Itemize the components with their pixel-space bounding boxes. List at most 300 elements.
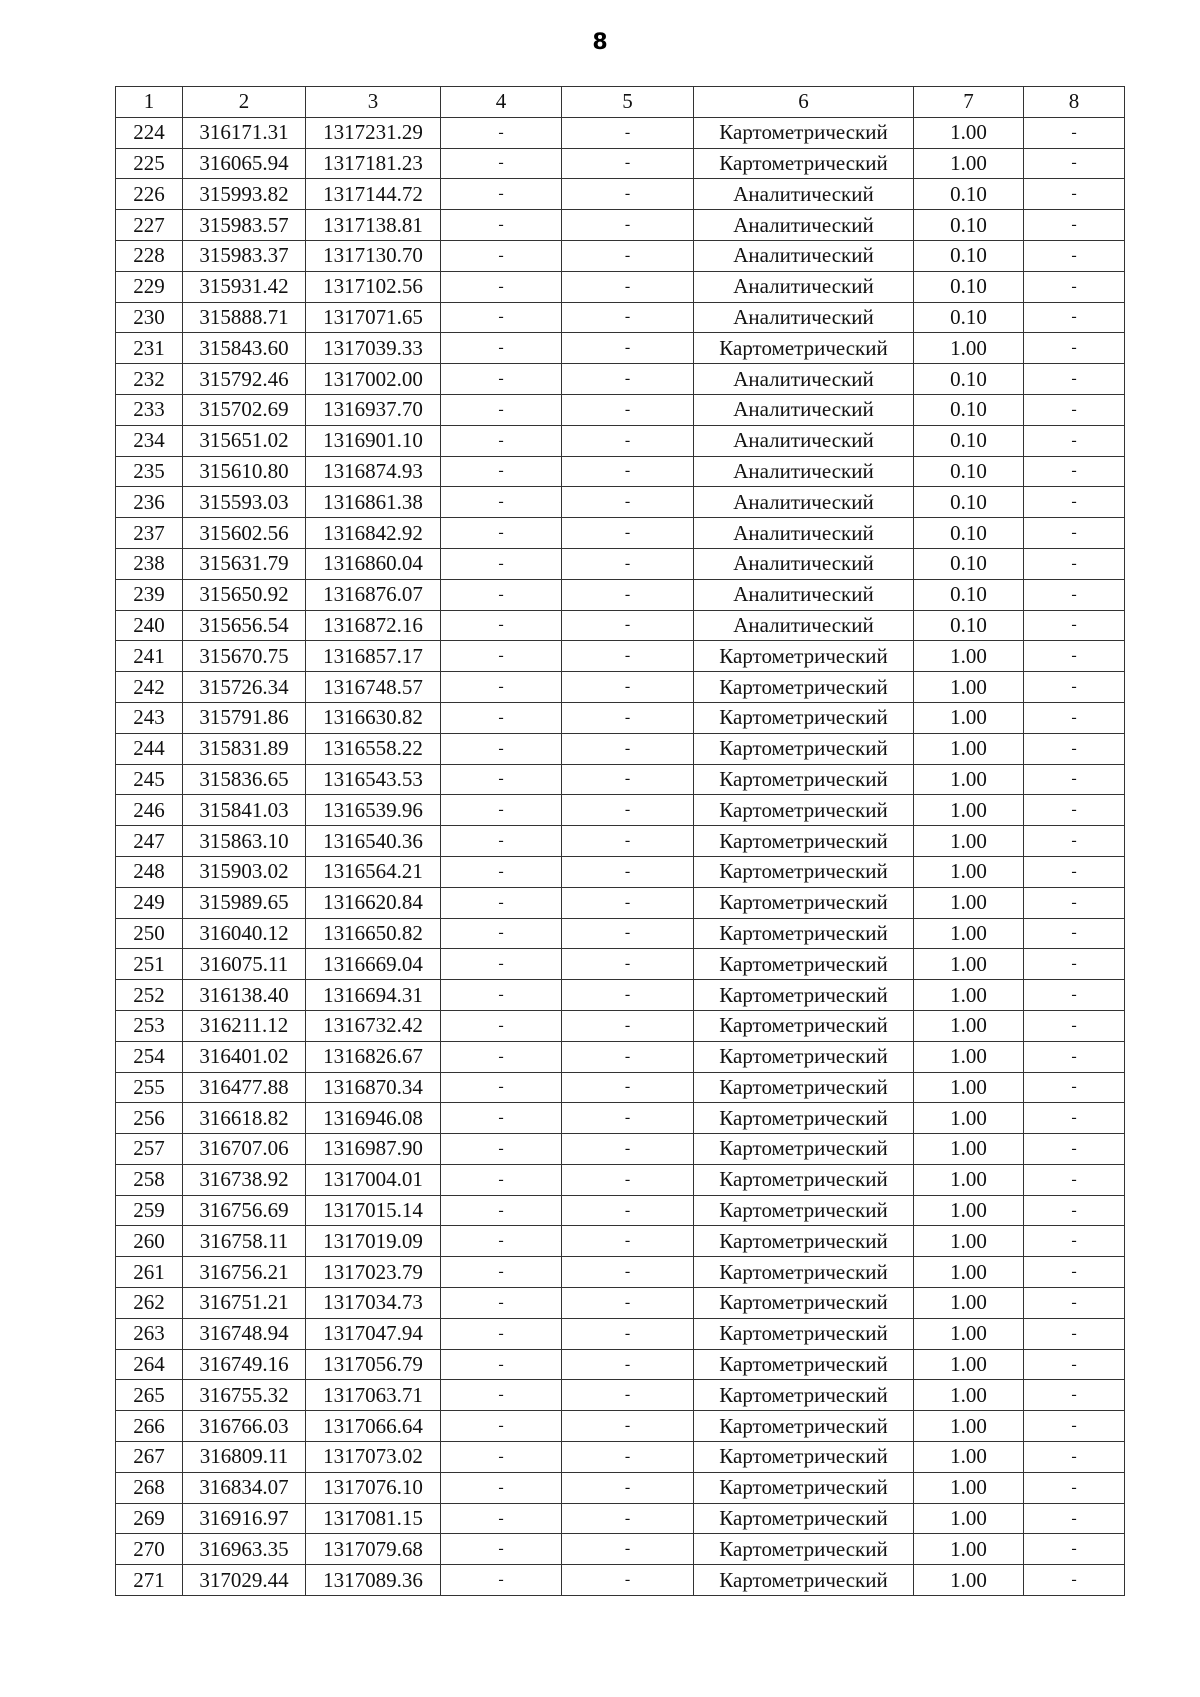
x-coordinate-cell: 315863.10 — [183, 826, 306, 857]
col8-cell: - — [1024, 240, 1125, 271]
point-number-cell: 234 — [116, 425, 183, 456]
col8-cell: - — [1024, 271, 1125, 302]
col5-cell: - — [562, 980, 694, 1011]
method-cell: Аналитический — [694, 394, 914, 425]
col4-cell: - — [441, 672, 562, 703]
x-coordinate-cell: 316065.94 — [183, 148, 306, 179]
col8-cell: - — [1024, 1134, 1125, 1165]
col5-cell: - — [562, 548, 694, 579]
col4-cell: - — [441, 1041, 562, 1072]
method-cell: Аналитический — [694, 364, 914, 395]
method-cell: Аналитический — [694, 179, 914, 210]
accuracy-cell: 0.10 — [914, 518, 1024, 549]
point-number-cell: 229 — [116, 271, 183, 302]
col5-cell: - — [562, 1195, 694, 1226]
point-number-cell: 248 — [116, 856, 183, 887]
table-row — [116, 641, 1125, 672]
col4-cell: - — [441, 980, 562, 1011]
col4-cell: - — [441, 333, 562, 364]
point-number-cell: 266 — [116, 1411, 183, 1442]
point-number-cell: 237 — [116, 518, 183, 549]
accuracy-cell: 1.00 — [914, 1565, 1024, 1596]
col8-cell: - — [1024, 210, 1125, 241]
point-number-cell: 224 — [116, 117, 183, 148]
point-number-cell: 225 — [116, 148, 183, 179]
point-number-cell: 261 — [116, 1257, 183, 1288]
col5-cell: - — [562, 1411, 694, 1442]
y-coordinate-cell: 1316732.42 — [306, 1010, 441, 1041]
col4-cell: - — [441, 456, 562, 487]
col5-cell: - — [562, 1164, 694, 1195]
accuracy-cell: 0.10 — [914, 579, 1024, 610]
y-coordinate-cell: 1316937.70 — [306, 394, 441, 425]
x-coordinate-cell: 315983.37 — [183, 240, 306, 271]
method-cell: Аналитический — [694, 302, 914, 333]
col8-cell: - — [1024, 1103, 1125, 1134]
method-cell: Картометрический — [694, 1288, 914, 1319]
y-coordinate-cell: 1316860.04 — [306, 548, 441, 579]
accuracy-cell: 1.00 — [914, 1103, 1024, 1134]
col4-cell: - — [441, 518, 562, 549]
accuracy-cell: 1.00 — [914, 980, 1024, 1011]
method-cell: Картометрический — [694, 1534, 914, 1565]
col8-cell: - — [1024, 1226, 1125, 1257]
x-coordinate-cell: 316834.07 — [183, 1472, 306, 1503]
col5-cell: - — [562, 1349, 694, 1380]
col4-cell: - — [441, 733, 562, 764]
col4-cell: - — [441, 117, 562, 148]
y-coordinate-cell: 1316872.16 — [306, 610, 441, 641]
col4-cell: - — [441, 856, 562, 887]
col5-cell: - — [562, 364, 694, 395]
x-coordinate-cell: 316748.94 — [183, 1318, 306, 1349]
x-coordinate-cell: 315903.02 — [183, 856, 306, 887]
col4-cell: - — [441, 1010, 562, 1041]
col8-cell: - — [1024, 394, 1125, 425]
col4-cell: - — [441, 1565, 562, 1596]
method-cell: Аналитический — [694, 518, 914, 549]
point-number-cell: 253 — [116, 1010, 183, 1041]
col4-cell: - — [441, 1226, 562, 1257]
col8-cell: - — [1024, 980, 1125, 1011]
accuracy-cell: 0.10 — [914, 487, 1024, 518]
col8-cell: - — [1024, 1503, 1125, 1534]
col8-cell: - — [1024, 733, 1125, 764]
method-cell: Аналитический — [694, 579, 914, 610]
col4-cell: - — [441, 641, 562, 672]
point-number-cell: 269 — [116, 1503, 183, 1534]
col8-cell: - — [1024, 702, 1125, 733]
table-row — [116, 1442, 1125, 1473]
method-cell: Картометрический — [694, 1349, 914, 1380]
y-coordinate-cell: 1317089.36 — [306, 1565, 441, 1596]
col5-cell: - — [562, 702, 694, 733]
accuracy-cell: 0.10 — [914, 364, 1024, 395]
col5-cell: - — [562, 210, 694, 241]
accuracy-cell: 0.10 — [914, 302, 1024, 333]
y-coordinate-cell: 1316650.82 — [306, 918, 441, 949]
y-coordinate-cell: 1317073.02 — [306, 1442, 441, 1473]
x-coordinate-cell: 316916.97 — [183, 1503, 306, 1534]
accuracy-cell: 0.10 — [914, 425, 1024, 456]
accuracy-cell: 1.00 — [914, 764, 1024, 795]
x-coordinate-cell: 316738.92 — [183, 1164, 306, 1195]
table-row — [116, 364, 1125, 395]
col8-cell: - — [1024, 1380, 1125, 1411]
col4-cell: - — [441, 364, 562, 395]
point-number-cell: 263 — [116, 1318, 183, 1349]
method-cell: Аналитический — [694, 271, 914, 302]
y-coordinate-cell: 1317047.94 — [306, 1318, 441, 1349]
point-number-cell: 245 — [116, 764, 183, 795]
table-row — [116, 887, 1125, 918]
column-header: 2 — [183, 87, 306, 118]
col4-cell: - — [441, 826, 562, 857]
accuracy-cell: 1.00 — [914, 1164, 1024, 1195]
x-coordinate-cell: 315656.54 — [183, 610, 306, 641]
col5-cell: - — [562, 1226, 694, 1257]
point-number-cell: 254 — [116, 1041, 183, 1072]
method-cell: Картометрический — [694, 949, 914, 980]
col4-cell: - — [441, 1349, 562, 1380]
table-row — [116, 918, 1125, 949]
accuracy-cell: 1.00 — [914, 117, 1024, 148]
x-coordinate-cell: 315610.80 — [183, 456, 306, 487]
col5-cell: - — [562, 610, 694, 641]
y-coordinate-cell: 1317076.10 — [306, 1472, 441, 1503]
x-coordinate-cell: 316707.06 — [183, 1134, 306, 1165]
method-cell: Картометрический — [694, 702, 914, 733]
col5-cell: - — [562, 148, 694, 179]
point-number-cell: 270 — [116, 1534, 183, 1565]
table-row — [116, 425, 1125, 456]
point-number-cell: 239 — [116, 579, 183, 610]
table-row — [116, 1565, 1125, 1596]
table-row — [116, 1226, 1125, 1257]
col5-cell: - — [562, 1565, 694, 1596]
point-number-cell: 252 — [116, 980, 183, 1011]
col4-cell: - — [441, 548, 562, 579]
method-cell: Аналитический — [694, 240, 914, 271]
y-coordinate-cell: 1316874.93 — [306, 456, 441, 487]
y-coordinate-cell: 1317181.23 — [306, 148, 441, 179]
col4-cell: - — [441, 1411, 562, 1442]
y-coordinate-cell: 1317056.79 — [306, 1349, 441, 1380]
x-coordinate-cell: 315726.34 — [183, 672, 306, 703]
col5-cell: - — [562, 1503, 694, 1534]
col5-cell: - — [562, 1041, 694, 1072]
point-number-cell: 249 — [116, 887, 183, 918]
accuracy-cell: 1.00 — [914, 1472, 1024, 1503]
y-coordinate-cell: 1317019.09 — [306, 1226, 441, 1257]
y-coordinate-cell: 1317034.73 — [306, 1288, 441, 1319]
col8-cell: - — [1024, 856, 1125, 887]
method-cell: Картометрический — [694, 764, 914, 795]
accuracy-cell: 1.00 — [914, 672, 1024, 703]
method-cell: Аналитический — [694, 548, 914, 579]
col4-cell: - — [441, 240, 562, 271]
table-row — [116, 1103, 1125, 1134]
point-number-cell: 271 — [116, 1565, 183, 1596]
column-header: 3 — [306, 87, 441, 118]
col8-cell: - — [1024, 641, 1125, 672]
table-row — [116, 1257, 1125, 1288]
point-number-cell: 235 — [116, 456, 183, 487]
col8-cell: - — [1024, 518, 1125, 549]
x-coordinate-cell: 315702.69 — [183, 394, 306, 425]
col5-cell: - — [562, 1288, 694, 1319]
col4-cell: - — [441, 179, 562, 210]
col8-cell: - — [1024, 548, 1125, 579]
method-cell: Картометрический — [694, 1503, 914, 1534]
point-number-cell: 260 — [116, 1226, 183, 1257]
col8-cell: - — [1024, 1010, 1125, 1041]
y-coordinate-cell: 1316748.57 — [306, 672, 441, 703]
method-cell: Картометрический — [694, 733, 914, 764]
accuracy-cell: 0.10 — [914, 210, 1024, 241]
x-coordinate-cell: 315931.42 — [183, 271, 306, 302]
method-cell: Картометрический — [694, 1134, 914, 1165]
x-coordinate-cell: 316963.35 — [183, 1534, 306, 1565]
col5-cell: - — [562, 579, 694, 610]
table-row — [116, 179, 1125, 210]
accuracy-cell: 1.00 — [914, 1534, 1024, 1565]
y-coordinate-cell: 1317023.79 — [306, 1257, 441, 1288]
page-number: 8 — [592, 30, 608, 55]
accuracy-cell: 1.00 — [914, 1226, 1024, 1257]
accuracy-cell: 1.00 — [914, 1411, 1024, 1442]
x-coordinate-cell: 316075.11 — [183, 949, 306, 980]
table-row — [116, 302, 1125, 333]
method-cell: Картометрический — [694, 672, 914, 703]
accuracy-cell: 1.00 — [914, 1380, 1024, 1411]
col4-cell: - — [441, 302, 562, 333]
col5-cell: - — [562, 1072, 694, 1103]
table-row — [116, 1010, 1125, 1041]
col4-cell: - — [441, 1103, 562, 1134]
table-row — [116, 826, 1125, 857]
col5-cell: - — [562, 518, 694, 549]
accuracy-cell: 1.00 — [914, 826, 1024, 857]
table-row — [116, 856, 1125, 887]
point-number-cell: 233 — [116, 394, 183, 425]
accuracy-cell: 1.00 — [914, 918, 1024, 949]
x-coordinate-cell: 316749.16 — [183, 1349, 306, 1380]
accuracy-cell: 1.00 — [914, 333, 1024, 364]
x-coordinate-cell: 315631.79 — [183, 548, 306, 579]
col5-cell: - — [562, 1472, 694, 1503]
point-number-cell: 228 — [116, 240, 183, 271]
x-coordinate-cell: 315791.86 — [183, 702, 306, 733]
col8-cell: - — [1024, 795, 1125, 826]
accuracy-cell: 1.00 — [914, 1257, 1024, 1288]
x-coordinate-cell: 315983.57 — [183, 210, 306, 241]
col4-cell: - — [441, 148, 562, 179]
method-cell: Картометрический — [694, 1318, 914, 1349]
y-coordinate-cell: 1316620.84 — [306, 887, 441, 918]
accuracy-cell: 0.10 — [914, 271, 1024, 302]
y-coordinate-cell: 1316564.21 — [306, 856, 441, 887]
accuracy-cell: 1.00 — [914, 887, 1024, 918]
accuracy-cell: 0.10 — [914, 394, 1024, 425]
col8-cell: - — [1024, 1195, 1125, 1226]
method-cell: Аналитический — [694, 425, 914, 456]
point-number-cell: 243 — [116, 702, 183, 733]
accuracy-cell: 1.00 — [914, 1318, 1024, 1349]
col8-cell: - — [1024, 1349, 1125, 1380]
col4-cell: - — [441, 610, 562, 641]
method-cell: Картометрический — [694, 1257, 914, 1288]
table-row — [116, 117, 1125, 148]
accuracy-cell: 1.00 — [914, 795, 1024, 826]
accuracy-cell: 0.10 — [914, 456, 1024, 487]
y-coordinate-cell: 1317079.68 — [306, 1534, 441, 1565]
col5-cell: - — [562, 333, 694, 364]
method-cell: Картометрический — [694, 1041, 914, 1072]
table-row — [116, 548, 1125, 579]
accuracy-cell: 0.10 — [914, 610, 1024, 641]
y-coordinate-cell: 1316694.31 — [306, 980, 441, 1011]
col4-cell: - — [441, 1503, 562, 1534]
col5-cell: - — [562, 641, 694, 672]
table-row — [116, 210, 1125, 241]
col8-cell: - — [1024, 887, 1125, 918]
point-number-cell: 236 — [116, 487, 183, 518]
col4-cell: - — [441, 271, 562, 302]
accuracy-cell: 1.00 — [914, 1442, 1024, 1473]
y-coordinate-cell: 1317231.29 — [306, 117, 441, 148]
col4-cell: - — [441, 1534, 562, 1565]
accuracy-cell: 1.00 — [914, 702, 1024, 733]
col8-cell: - — [1024, 1041, 1125, 1072]
col8-cell: - — [1024, 826, 1125, 857]
accuracy-cell: 1.00 — [914, 641, 1024, 672]
method-cell: Аналитический — [694, 487, 914, 518]
x-coordinate-cell: 316477.88 — [183, 1072, 306, 1103]
method-cell: Картометрический — [694, 1472, 914, 1503]
point-number-cell: 247 — [116, 826, 183, 857]
y-coordinate-cell: 1316558.22 — [306, 733, 441, 764]
x-coordinate-cell: 316751.21 — [183, 1288, 306, 1319]
col8-cell: - — [1024, 1072, 1125, 1103]
col5-cell: - — [562, 733, 694, 764]
col5-cell: - — [562, 1010, 694, 1041]
coordinates-table — [115, 86, 1125, 1596]
col4-cell: - — [441, 1472, 562, 1503]
col5-cell: - — [562, 271, 694, 302]
col4-cell: - — [441, 1380, 562, 1411]
col4-cell: - — [441, 795, 562, 826]
accuracy-cell: 1.00 — [914, 1134, 1024, 1165]
y-coordinate-cell: 1316857.17 — [306, 641, 441, 672]
table-row — [116, 980, 1125, 1011]
x-coordinate-cell: 316138.40 — [183, 980, 306, 1011]
table-row — [116, 1411, 1125, 1442]
col8-cell: - — [1024, 1411, 1125, 1442]
point-number-cell: 257 — [116, 1134, 183, 1165]
point-number-cell: 256 — [116, 1103, 183, 1134]
table-row — [116, 394, 1125, 425]
col4-cell: - — [441, 764, 562, 795]
accuracy-cell: 0.10 — [914, 179, 1024, 210]
col8-cell: - — [1024, 672, 1125, 703]
accuracy-cell: 1.00 — [914, 1072, 1024, 1103]
point-number-cell: 265 — [116, 1380, 183, 1411]
accuracy-cell: 1.00 — [914, 733, 1024, 764]
x-coordinate-cell: 315792.46 — [183, 364, 306, 395]
col8-cell: - — [1024, 425, 1125, 456]
col5-cell: - — [562, 887, 694, 918]
column-header: 4 — [441, 87, 562, 118]
y-coordinate-cell: 1317144.72 — [306, 179, 441, 210]
method-cell: Картометрический — [694, 1195, 914, 1226]
col4-cell: - — [441, 1195, 562, 1226]
method-cell: Картометрический — [694, 918, 914, 949]
col8-cell: - — [1024, 456, 1125, 487]
col5-cell: - — [562, 1318, 694, 1349]
method-cell: Аналитический — [694, 456, 914, 487]
method-cell: Картометрический — [694, 1565, 914, 1596]
col4-cell: - — [441, 1134, 562, 1165]
col8-cell: - — [1024, 1164, 1125, 1195]
col5-cell: - — [562, 826, 694, 857]
col8-cell: - — [1024, 1288, 1125, 1319]
point-number-cell: 255 — [116, 1072, 183, 1103]
method-cell: Картометрический — [694, 1226, 914, 1257]
y-coordinate-cell: 1316987.90 — [306, 1134, 441, 1165]
x-coordinate-cell: 315989.65 — [183, 887, 306, 918]
y-coordinate-cell: 1316861.38 — [306, 487, 441, 518]
table-row — [116, 1503, 1125, 1534]
col4-cell: - — [441, 425, 562, 456]
point-number-cell: 230 — [116, 302, 183, 333]
col5-cell: - — [562, 1534, 694, 1565]
col8-cell: - — [1024, 579, 1125, 610]
point-number-cell: 251 — [116, 949, 183, 980]
table-row — [116, 764, 1125, 795]
table-row — [116, 518, 1125, 549]
x-coordinate-cell: 316211.12 — [183, 1010, 306, 1041]
x-coordinate-cell: 315888.71 — [183, 302, 306, 333]
col5-cell: - — [562, 425, 694, 456]
y-coordinate-cell: 1317039.33 — [306, 333, 441, 364]
col5-cell: - — [562, 117, 694, 148]
table-row — [116, 1164, 1125, 1195]
x-coordinate-cell: 315836.65 — [183, 764, 306, 795]
table-row — [116, 733, 1125, 764]
col4-cell: - — [441, 887, 562, 918]
accuracy-cell: 1.00 — [914, 1288, 1024, 1319]
y-coordinate-cell: 1316539.96 — [306, 795, 441, 826]
table-row — [116, 240, 1125, 271]
col8-cell: - — [1024, 117, 1125, 148]
x-coordinate-cell: 315593.03 — [183, 487, 306, 518]
column-header: 5 — [562, 87, 694, 118]
col8-cell: - — [1024, 1472, 1125, 1503]
y-coordinate-cell: 1316543.53 — [306, 764, 441, 795]
col8-cell: - — [1024, 148, 1125, 179]
accuracy-cell: 1.00 — [914, 949, 1024, 980]
x-coordinate-cell: 315651.02 — [183, 425, 306, 456]
x-coordinate-cell: 315841.03 — [183, 795, 306, 826]
col4-cell: - — [441, 210, 562, 241]
table-row — [116, 1472, 1125, 1503]
table-row — [116, 702, 1125, 733]
point-number-cell: 231 — [116, 333, 183, 364]
col5-cell: - — [562, 672, 694, 703]
accuracy-cell: 1.00 — [914, 1195, 1024, 1226]
y-coordinate-cell: 1317081.15 — [306, 1503, 441, 1534]
